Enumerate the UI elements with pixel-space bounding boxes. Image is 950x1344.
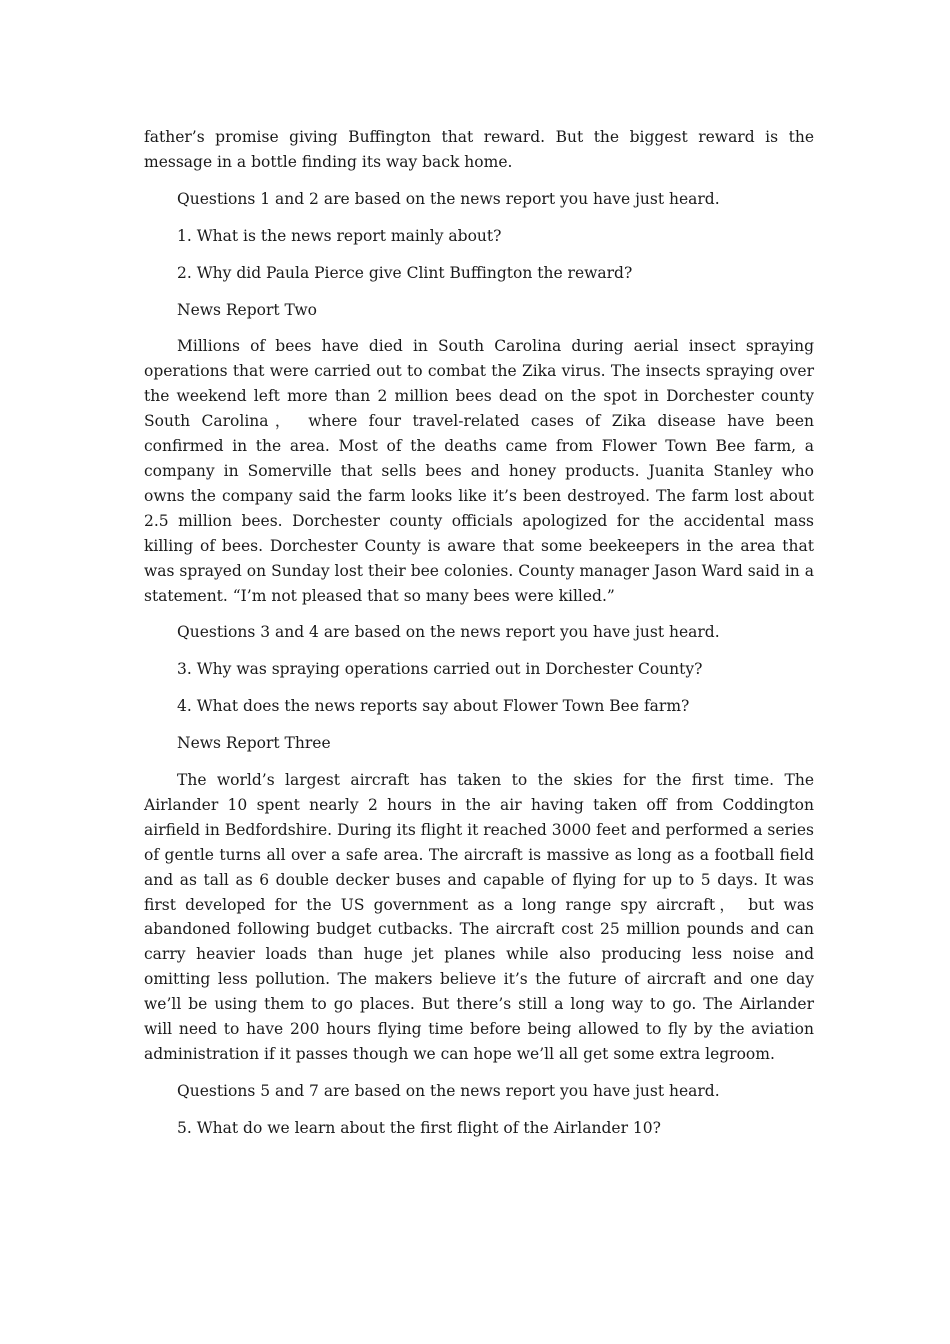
question-4: 4. What does the news reports say about Flower Town Bee farm? [177,697,690,716]
questions-intro-5-7: Questions 5 and 7 are based on the news report you have just heard. [177,1081,720,1100]
continuation-paragraph: father’s promise giving Buffington that reward. But the biggest reward is the message in a bottle finding its way back home. [144,128,814,171]
news-report-three-heading: News Report Three [177,734,331,753]
question-1: 1. What is the news report mainly about? [177,226,502,245]
question-2: 2. Why did Paula Pierce give Clint Buffington the reward? [177,263,633,282]
questions-intro-3-4: Questions 3 and 4 are based on the news report you have just heard. [177,623,720,642]
news-report-two-body: Millions of bees have died in South Carolina during aerial insect spraying operations that were carried out to combat the Zika virus. The insects spraying over the weekend left more than 2 million bees dead on the spot in Dorchester county South Carolina， where four travel-related cases of Zika disease have been confirmed in the area. Most of the deaths came from Flower Town Bee farm, a company in Somerville that sells bees and honey products. Juanita Stanley who owns the company said the farm looks like it’s been destroyed. The farm lost about 2.5 million bees. Dorchester county officials apologized for the accidental mass killing of bees. Dorchester County is aware that some beekeepers in the area that was sprayed on Sunday lost their bee colonies. County manager Jason Ward said in a statement. “I’m not pleased that so many bees were killed.” [144,337,814,605]
question-3: 3. Why was spraying operations carried out in Dorchester County? [177,660,703,679]
news-report-two-heading: News Report Two [177,300,317,319]
question-5: 5. What do we learn about the first flight of the Airlander 10? [177,1118,661,1137]
questions-intro-1-2: Questions 1 and 2 are based on the news report you have just heard. [177,189,720,208]
document-page [144,125,814,1153]
news-report-three-body: The world’s largest aircraft has taken to the skies for the first time. The Airlander 10 spent nearly 2 hours in the air having taken off from Coddington airfield in Bedfordshire. During its flight it reached 3000 feet and performed a series of gentle turns all over a safe area. The aircraft is massive as long as a football field and as tall as 6 double decker buses and capable of flying for up to 5 days. It was first developed for the US government as a long range spy aircraft， but was abandoned following budget cutbacks. The aircraft cost 25 million pounds and can carry heavier loads than huge jet planes while also producing less noise and omitting less pollution. The makers believe it’s the future of aircraft and one day we’ll be using them to go places. But there’s still a long way to go. The Airlander will need to have 200 hours flying time before being allowed to fly by the aviation administration if it passes though we can hope we’ll all get some extra legroom. [144,771,814,1063]
